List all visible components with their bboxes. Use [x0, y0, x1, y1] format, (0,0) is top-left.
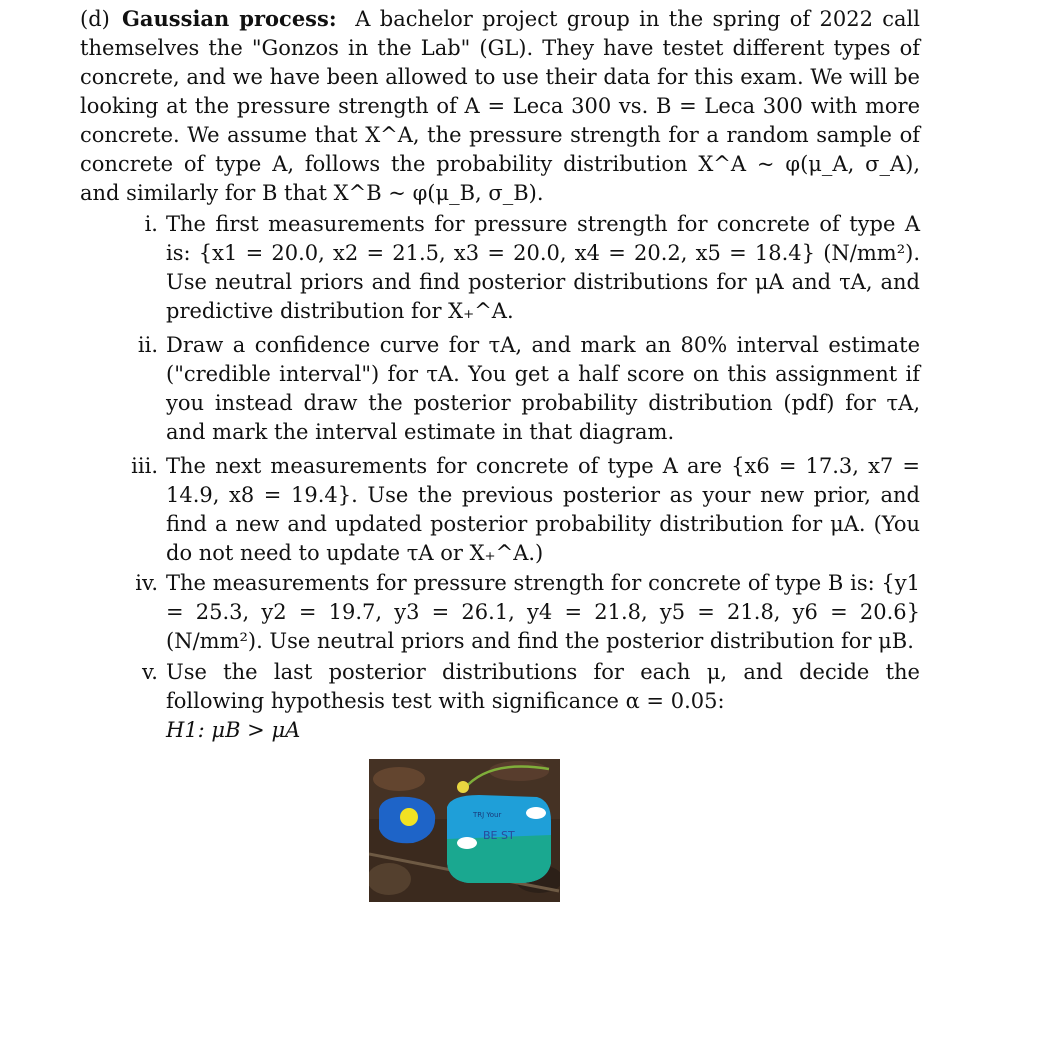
leaf — [369, 863, 411, 895]
part-intro: A bachelor project group in the spring of 2022 call themselves the "Gonzos in the Lab" (GL). They have testet different types of concrete, and we have been allowed to use their data for this exam. We will be looking at the pressure strength of A = Leca 300 vs. B = Leca 300 with more concrete. We assume that X^A, the pressure strength for a random sample of concrete of type A, follows the probability distribution X^A ~ φ(μ_A, σ_A), and similarly for B that X^B ~ φ(μ_B, σ_B). — [80, 7, 920, 205]
item-number: ii. — [137, 333, 158, 357]
item-text-block — [166, 658, 920, 745]
question-item-iii — [122, 452, 920, 568]
question-item-i — [122, 210, 920, 326]
part-d-paragraph — [80, 4, 920, 208]
stone-text-bottom: BE ST — [483, 829, 515, 842]
painted-sun — [400, 808, 418, 826]
painted-stones-photo — [369, 759, 560, 902]
item-text: The first measurements for pressure strength for concrete of type A is: {x1 = 20.0, x2 = 21.5, x3 = 20.0, x4 = 20.2, x5 = 18.4} (N/mm²). Use neutral priors and find posterior distributions for μA and τA, and predictive distribution for X₊^A. — [166, 212, 920, 323]
painted-cloud — [526, 807, 546, 819]
stone-text-top: TRJ Your — [473, 811, 502, 819]
part-label: (d) — [80, 7, 110, 31]
part-heading: Gaussian process: — [122, 6, 337, 31]
question-item-ii — [122, 331, 920, 447]
item-text: The measurements for pressure strength for concrete of type B is: {y1 = 25.3, y2 = 19.7, y3 = 26.1, y4 = 21.8, y5 = 21.8, y6 = 20.6} (N/mm²). Use neutral priors and find the posterior distribution for μB. — [166, 571, 920, 653]
hypothesis-statement: H1: μB > μA — [166, 718, 301, 742]
leaf — [489, 761, 549, 781]
item-number: iv. — [135, 571, 158, 595]
photo-illustration — [369, 759, 560, 902]
item-number: iii. — [131, 454, 158, 478]
item-number: i. — [144, 212, 158, 236]
question-item-v — [122, 658, 920, 745]
item-text: Use the last posterior distributions for each μ, and decide the following hypothesis test with significance α = 0.05: — [166, 660, 920, 713]
leaf — [373, 767, 425, 791]
yellow-flower — [457, 781, 469, 793]
item-number: v. — [141, 660, 158, 684]
item-text: The next measurements for concrete of type A are {x6 = 17.3, x7 = 14.9, x8 = 19.4}. Use the previous posterior as your new prior, and find a new and updated posterior probability distribution for μA. (You do not need to update τA or X₊^A.) — [166, 454, 920, 565]
question-item-iv — [122, 569, 920, 656]
painted-cloud — [457, 837, 477, 849]
item-text: Draw a confidence curve for τA, and mark an 80% interval estimate ("credible interval") for τA. You get a half score on this assignment if you instead draw the posterior probability distribution (pdf) for τA, and mark the interval estimate in that diagram. — [166, 333, 920, 444]
